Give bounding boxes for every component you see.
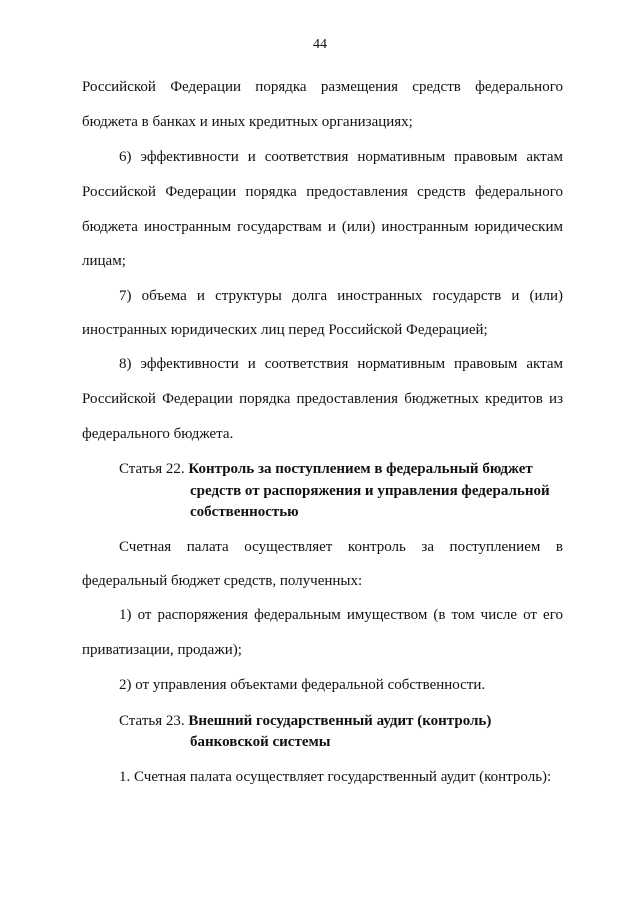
text-line: Счетная палата осуществляет контроль за поступлением в (119, 539, 563, 555)
text-line: иностранных юридических лиц перед Российской Федерацией; (82, 322, 488, 338)
text-line: 8) эффективности и соответствия нормативным правовым актам (119, 356, 563, 372)
text-line: Российской Федерации порядка предоставления бюджетных кредитов из (82, 391, 563, 407)
text-line: федерального бюджета. (82, 426, 234, 442)
article-title-continuation: банковской системы (190, 734, 331, 750)
text-line: бюджета иностранным государствам и (или) иностранным юридическим (82, 219, 563, 235)
article-title-continuation: средств от распоряжения и управления федеральной (190, 483, 550, 499)
text-line: бюджета в банках и иных кредитных организациях; (82, 114, 413, 130)
text-line: 7) объема и структуры долга иностранных государств и (или) (119, 288, 563, 304)
text-line: федеральный бюджет средств, полученных: (82, 573, 363, 589)
text-line: 6) эффективности и соответствия нормативным правовым актам (119, 149, 563, 165)
article-title: Внешний государственный аудит (контроль) (188, 713, 492, 729)
article-number: Статья 23. (119, 713, 185, 729)
article-number: Статья 22. (119, 461, 185, 477)
text-line: 2) от управления объектами федеральной собственности. (119, 677, 486, 693)
text-line: 1) от распоряжения федеральным имуществом (в том числе от его (119, 607, 563, 623)
article-title: Контроль за поступлением в федеральный бюджет (188, 461, 533, 477)
text-line: 1. Счетная палата осуществляет государственный аудит (контроль): (119, 769, 552, 785)
article-23-heading (119, 712, 491, 731)
text-line: приватизации, продажи); (82, 642, 242, 658)
article-22-heading (119, 460, 533, 479)
text-line: Российской Федерации порядка предоставления средств федерального (82, 184, 563, 200)
text-line: Российской Федерации порядка размещения средств федерального (82, 79, 563, 95)
article-title-continuation: собственностью (190, 504, 299, 520)
page-number: 44 (313, 37, 327, 52)
text-line: лицам; (82, 253, 126, 269)
